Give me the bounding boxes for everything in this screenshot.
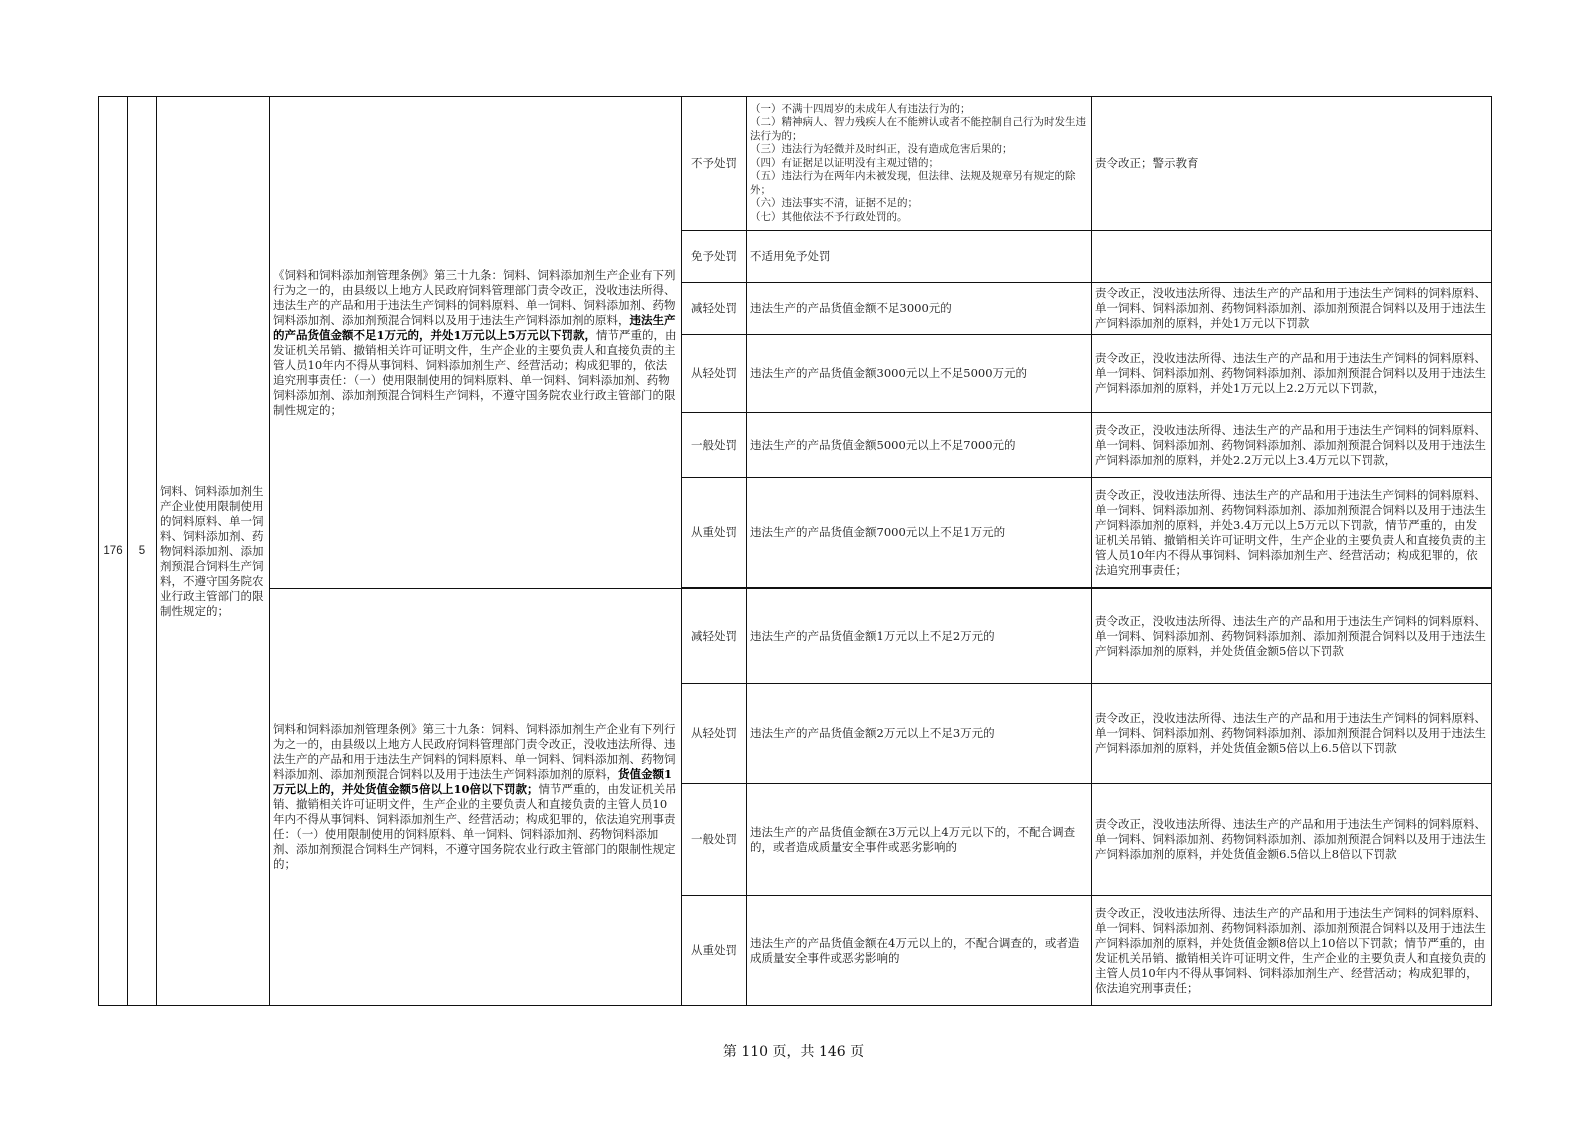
legal-basis-2-text: 饲料和饲料添加剂管理条例》第三十九条：饲料、饲料添加剂生产企业有下列行为之一的，由县级以上地方人民政府饲料管理部门责令改正，没收违法所得、违法生产的产品和用于违法生产饲料的饲料原料、单一饲料、饲料添加剂、药物饲料添加剂、添加剂预混合饲料以及用于违法生产饲料添加剂的原料， (273, 722, 676, 781)
legal-basis-2-bold: 货值金额1万元以上的，并处货值金额5倍以上10倍以下罚款； (273, 767, 673, 796)
table-row (99, 97, 1492, 231)
legal-basis-1 (270, 97, 682, 589)
legal-basis-2-text-rest: 情节严重的，由发证机关吊销、撤销相关许可证明文件，生产企业的主要负责人和直接负责的主管人员10年内不得从事饲料、饲料添加剂生产、经营活动；构成犯罪的，依法追究刑事责任：（一）使用限制使用的饲料原料、单一饲料、饲料添加剂、药物饲料添加剂、添加剂预混合饲料生产饲料，不遵守国务院农业行政主管部门的限制性规定的； (273, 782, 677, 871)
penalty-standard (1092, 231, 1492, 283)
sub-number: 5 (128, 97, 157, 1006)
discretion-level: 一般处罚 (682, 784, 747, 896)
condition-line: （四）有证据足以证明没有主观过错的； (750, 156, 939, 169)
condition-line: （七）其他依法不予行政处罚的。 (750, 210, 908, 223)
penalty-standard: 责令改正，没收违法所得、违法生产的产品和用于违法生产饲料的饲料原料、单一饲料、饲料添加剂、药物饲料添加剂、添加剂预混合饲料以及用于违法生产饲料添加剂的原料，并处1万元以上2.2万元以下罚款， (1092, 335, 1492, 413)
condition: 违法生产的产品货值金额在4万元以上的，不配合调查的，或者造成质量安全事件或恶劣影响的 (747, 896, 1092, 1006)
discretion-level: 免予处罚 (682, 231, 747, 283)
condition-line: （六）违法事实不清，证据不足的； (750, 197, 918, 210)
page-footer: 第 110 页，共 146 页 (722, 1044, 865, 1060)
no-penalty-conditions (747, 97, 1092, 231)
penalty-standard: 责令改正，没收违法所得、违法生产的产品和用于违法生产饲料的饲料原料、单一饲料、饲料添加剂、药物饲料添加剂、添加剂预混合饲料以及用于违法生产饲料添加剂的原料，并处货值金额6.5倍以上8倍以下罚款 (1092, 784, 1492, 896)
discretion-level: 减轻处罚 (682, 283, 747, 335)
condition: 违法生产的产品货值金额2万元以上不足3万元的 (747, 684, 1092, 784)
condition-line: （五）违法行为在两年内未被发现，但法律、法规及规章另有规定的除外； (750, 170, 1076, 196)
discretion-level: 从重处罚 (682, 896, 747, 1006)
discretion-level: 从轻处罚 (682, 684, 747, 784)
penalty-standard: 责令改正；警示教育 (1092, 97, 1492, 231)
penalty-standard: 责令改正，没收违法所得、违法生产的产品和用于违法生产饲料的饲料原料、单一饲料、饲料添加剂、药物饲料添加剂、添加剂预混合饲料以及用于违法生产饲料添加剂的原料，并处3.4万元以上5万元以下罚款，情节严重的，由发证机关吊销、撤销相关许可证明文件，生产企业的主要负责人和直接负责的主管人员10年内不得从事饲料、饲料添加剂生产、经营活动；构成犯罪的，依法追究刑事责任； (1092, 478, 1492, 588)
discretion-level: 从重处罚 (682, 478, 747, 588)
condition: 违法生产的产品货值金额7000元以上不足1万元的 (747, 478, 1092, 588)
condition: 不适用免予处罚 (747, 231, 1092, 283)
penalty-standard: 责令改正，没收违法所得、违法生产的产品和用于违法生产饲料的饲料原料、单一饲料、饲料添加剂、药物饲料添加剂、添加剂预混合饲料以及用于违法生产饲料添加剂的原料，并处货值金额5倍以上6.5倍以下罚款 (1092, 684, 1492, 784)
condition: 违法生产的产品货值金额不足3000元的 (747, 283, 1092, 335)
condition: 违法生产的产品货值金额3000元以上不足5000万元的 (747, 335, 1092, 413)
discretion-level: 减轻处罚 (682, 589, 747, 684)
row-number: 176 (99, 97, 128, 1006)
condition: 违法生产的产品货值金额5000元以上不足7000元的 (747, 413, 1092, 478)
discretion-level: 不予处罚 (682, 97, 747, 231)
legal-basis-1-bold: 违法生产的产品货值金额不足1万元的，并处1万元以上5万元以下罚款， (273, 312, 676, 342)
condition-line: （一）不满十四周岁的未成年人有违法行为的； (750, 102, 971, 115)
legal-basis-2 (270, 589, 682, 1006)
violation-description: 饲料、饲料添加剂生产企业使用限制使用的饲料原料、单一饲料、饲料添加剂、药物饲料添加剂、添加剂预混合饲料生产饲料，不遵守国务院农业行政主管部门的限制性规定的； (157, 97, 270, 1006)
penalty-standard: 责令改正，没收违法所得、违法生产的产品和用于违法生产饲料的饲料原料、单一饲料、饲料添加剂、药物饲料添加剂、添加剂预混合饲料以及用于违法生产饲料添加剂的原料，并处2.2万元以上3.4万元以下罚款， (1092, 413, 1492, 478)
penalty-standard-table (98, 96, 1492, 1006)
penalty-standard: 责令改正，没收违法所得、违法生产的产品和用于违法生产饲料的饲料原料、单一饲料、饲料添加剂、药物饲料添加剂、添加剂预混合饲料以及用于违法生产饲料添加剂的原料，并处1万元以下罚款 (1092, 283, 1492, 335)
condition-line: （二）精神病人、智力残疾人在不能辨认或者不能控制自己行为时发生违法行为的； (750, 116, 1086, 142)
legal-basis-1-text-rest: 情节严重的，由发证机关吊销、撤销相关许可证明文件，生产企业的主要负责人和直接负责的主管人员10年内不得从事饲料、饲料添加剂生产、经营活动；构成犯罪的，依法追究刑事责任：（一）使用限制使用的饲料原料、单一饲料、饲料添加剂、药物饲料添加剂、添加剂预混合饲料生产饲料，不遵守国务院农业行政主管部门的限制性规定的； (273, 327, 677, 417)
discretion-level: 一般处罚 (682, 413, 747, 478)
penalty-standard: 责令改正，没收违法所得、违法生产的产品和用于违法生产饲料的饲料原料、单一饲料、饲料添加剂、药物饲料添加剂、添加剂预混合饲料以及用于违法生产饲料添加剂的原料，并处货值金额8倍以上10倍以下罚款；情节严重的，由发证机关吊销、撤销相关许可证明文件，生产企业的主要负责人和直接负责的主管人员10年内不得从事饲料、饲料添加剂生产、经营活动；构成犯罪的，依法追究刑事责任； (1092, 896, 1492, 1006)
discretion-level: 从轻处罚 (682, 335, 747, 413)
table-row (99, 589, 1492, 684)
condition: 违法生产的产品货值金额在3万元以上4万元以下的，不配合调查的，或者造成质量安全事件或恶劣影响的 (747, 784, 1092, 896)
legal-basis-1-text: 《饲料和饲料添加剂管理条例》第三十九条：饲料、饲料添加剂生产企业有下列行为之一的，由县级以上地方人民政府饲料管理部门责令改正，没收违法所得、违法生产的产品和用于违法生产饲料的饲料原料、单一饲料、饲料添加剂、药物饲料添加剂、添加剂预混合饲料以及用于违法生产饲料添加剂的原料， (273, 267, 676, 327)
penalty-standard: 责令改正，没收违法所得、违法生产的产品和用于违法生产饲料的饲料原料、单一饲料、饲料添加剂、药物饲料添加剂、添加剂预混合饲料以及用于违法生产饲料添加剂的原料，并处货值金额5倍以下罚款 (1092, 589, 1492, 684)
condition: 违法生产的产品货值金额1万元以上不足2万元的 (747, 589, 1092, 684)
condition-line: （三）违法行为轻微并及时纠正，没有造成危害后果的； (750, 143, 1013, 156)
